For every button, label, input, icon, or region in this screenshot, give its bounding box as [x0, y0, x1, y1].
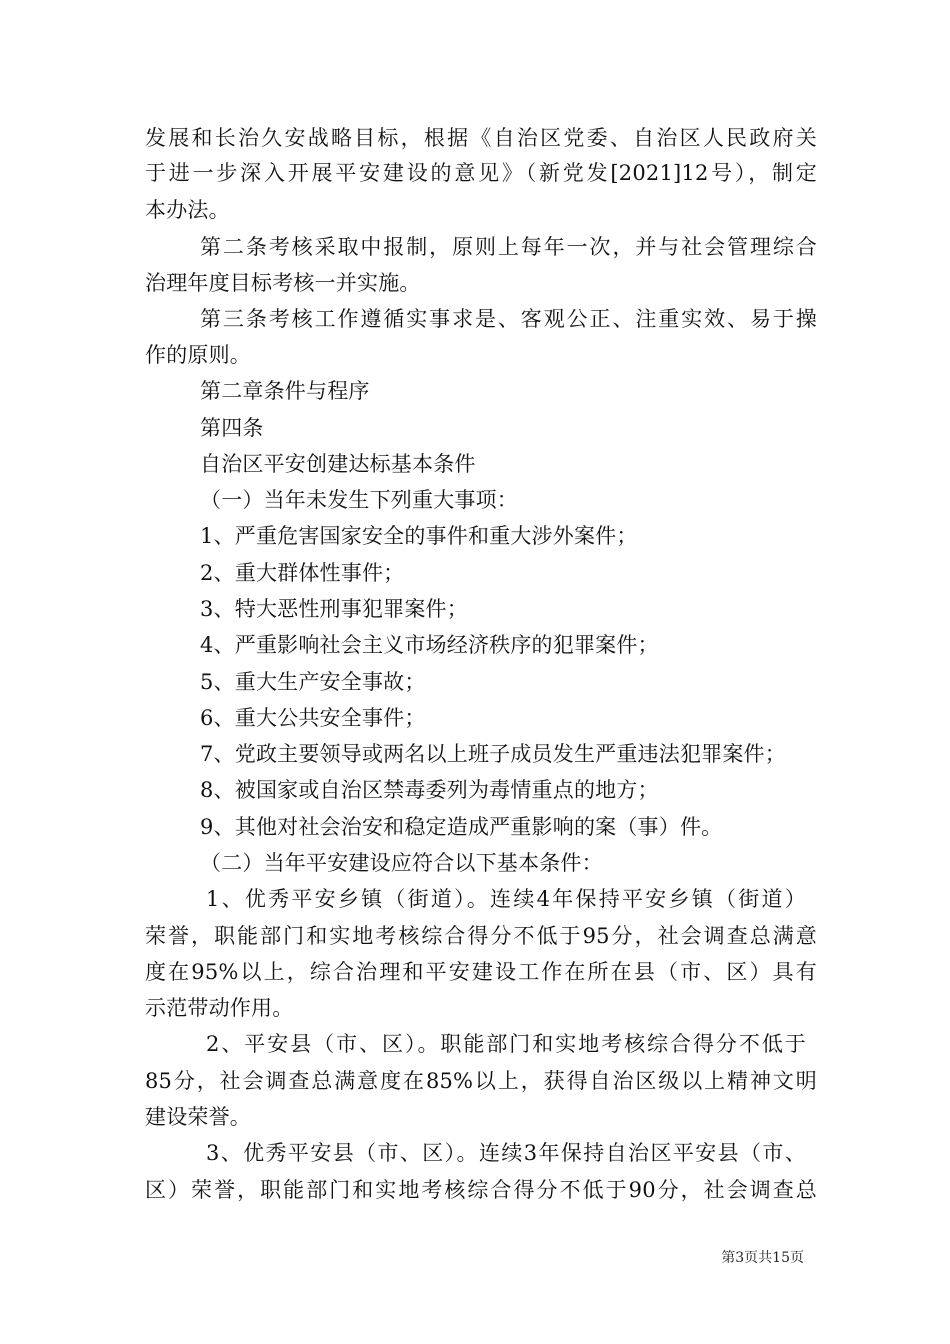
text-line: 85分，社会调查总满意度在85%以上，获得自治区级以上精神文明 [145, 1069, 817, 1093]
text-line: 示范带动作用。 [145, 996, 294, 1020]
text-line: 第三条考核工作遵循实事求是、客观公正、注重实效、易于操 [200, 307, 817, 331]
list-item: 7、党政主要领导或两名以上班子成员发生严重违法犯罪案件； [200, 742, 786, 766]
text-line: 本办法。 [145, 198, 230, 222]
list-item: 5、重大生产安全事故； [200, 670, 426, 694]
text-line: 发展和长治久安战略目标，根据《自治区党委、自治区人民政府关 [145, 126, 817, 150]
list-item: 8、被国家或自治区禁毒委列为毒情重点的地方； [200, 778, 659, 802]
chapter-heading: 第二章条件与程序 [200, 379, 370, 403]
text-line: 2、平安县（市、区）。职能部门和实地考核综合得分不低于 [206, 1032, 806, 1056]
text-line: 区）荣誉，职能部门和实地考核综合得分不低于90分，社会调查总 [145, 1178, 817, 1202]
list-item: 4、严重影响社会主义市场经济秩序的犯罪案件； [200, 633, 659, 657]
text-line: 度在95%以上，综合治理和平安建设工作在所在县（市、区）具有 [145, 960, 817, 984]
subsection-heading: （二）当年平安建设应符合以下基本条件： [200, 851, 603, 875]
list-item: 2、重大群体性事件； [200, 561, 405, 585]
text-line: 荣誉，职能部门和实地考核综合得分不低于95分，社会调查总满意 [145, 924, 817, 948]
text-line: 于进一步深入开展平安建设的意见》（新党发[2021]12号），制定 [145, 161, 817, 185]
list-item: 6、重大公共安全事件； [200, 706, 426, 730]
text-line: 1、优秀平安乡镇（街道）。连续4年保持平安乡镇（街道） [206, 887, 806, 911]
text-line: 建设荣誉。 [145, 1105, 251, 1129]
subsection-heading: （一）当年未发生下列重大事项： [200, 488, 518, 512]
list-item: 1、严重危害国家安全的事件和重大涉外案件； [200, 524, 638, 548]
text-line: 作的原则。 [145, 343, 251, 367]
text-line: 第二条考核采取中报制，原则上每年一次，并与社会管理综合 [200, 235, 817, 259]
text-line: 3、优秀平安县（市、区）。连续3年保持自治区平安县（市、 [206, 1141, 806, 1165]
page-number: 第3页共15页 [721, 1250, 804, 1266]
list-item: 3、特大恶性刑事犯罪案件； [200, 597, 468, 621]
section-heading: 自治区平安创建达标基本条件 [200, 452, 476, 476]
text-line: 治理年度目标考核一并实施。 [145, 271, 421, 295]
list-item: 9、其他对社会治安和稳定造成严重影响的案（事）件。 [200, 815, 723, 839]
article-heading: 第四条 [200, 416, 264, 440]
